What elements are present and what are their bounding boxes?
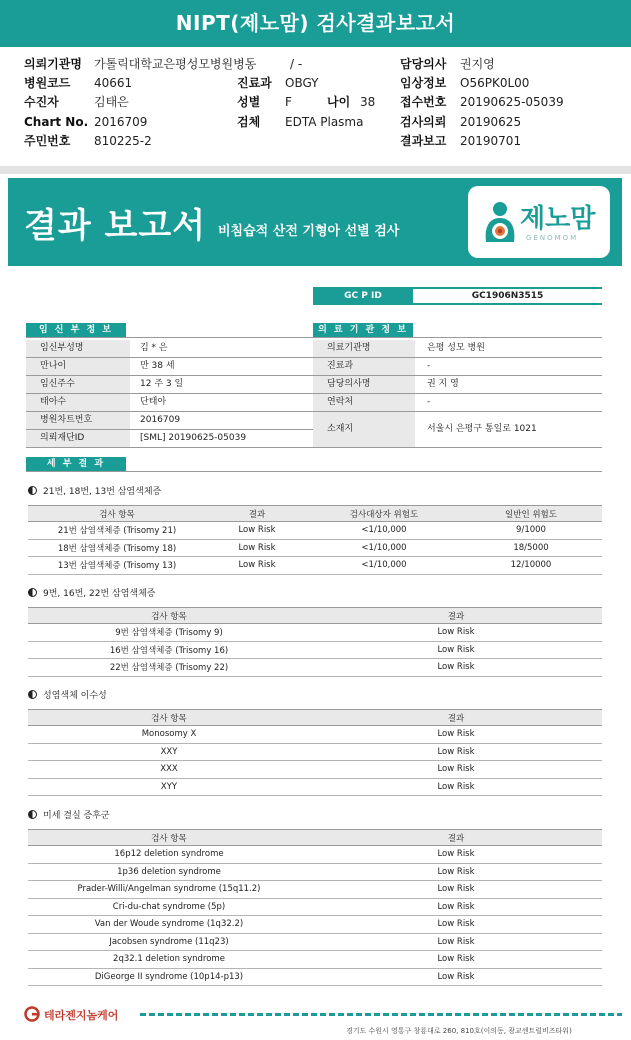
table-row	[28, 933, 602, 951]
test-item: 22번 삼염색체증 (Trisomy 22)	[28, 659, 310, 677]
test-item: Van der Woude syndrome (1q32.2)	[28, 916, 310, 934]
gcpid-value: GC1906N3515	[413, 287, 602, 305]
meta-value: 20190625-05039	[460, 95, 564, 109]
table-header-row	[28, 830, 602, 846]
mother-info-label: 병원차트번호	[26, 412, 130, 429]
hospital-info-value: -	[427, 361, 431, 371]
result-banner	[8, 178, 622, 266]
hospital-info-row	[313, 358, 602, 376]
column-header: 검사대상자 위험도	[308, 506, 460, 522]
table-row	[28, 659, 602, 677]
company-name: 테라젠지놈케어	[44, 1009, 119, 1022]
mother-info-row	[26, 412, 316, 430]
meta-value: EDTA Plasma	[285, 115, 364, 129]
test-item: 13번 삼염색체증 (Trisomy 13)	[28, 557, 206, 575]
table-row	[28, 726, 602, 744]
meta-label: 수진자	[24, 95, 59, 109]
mother-info-row	[26, 394, 316, 412]
result-value: Low Risk	[310, 863, 602, 881]
hospital-info-row	[313, 340, 602, 358]
mother-info-value: 단태아	[140, 397, 167, 407]
group-title	[28, 808, 110, 821]
meta-label: 의뢰기관명	[24, 57, 82, 71]
hospital-info-label: 연락처	[313, 394, 415, 411]
table-row	[28, 539, 602, 557]
subject-risk: <1/10,000	[308, 557, 460, 575]
result-value: Low Risk	[310, 778, 602, 796]
mother-info-value: 12 주 3 일	[140, 379, 184, 389]
group-title-text: 미세 결실 증후군	[43, 811, 110, 821]
population-risk: 9/1000	[460, 522, 602, 540]
result-value: Low Risk	[310, 641, 602, 659]
mother-info-table	[26, 340, 316, 450]
column-header: 검사 항목	[28, 506, 206, 522]
test-item: Cri-du-chat syndrome (5p)	[28, 898, 310, 916]
meta-label: 검사의뢰	[400, 115, 447, 129]
mother-info-row	[26, 376, 316, 394]
mother-info-value: [SML] 20190625-05039	[140, 433, 247, 443]
hospital-info-table	[313, 340, 602, 450]
table-row	[28, 557, 602, 575]
section-mother-info: 임 신 부 정 보	[26, 323, 126, 337]
meta-label: 성별	[237, 95, 261, 109]
column-header: 일반인 위험도	[460, 506, 602, 522]
result-value: Low Risk	[310, 881, 602, 899]
meta-label: 나이	[327, 95, 351, 109]
section-hospital-info: 의 료 기 관 정 보	[313, 323, 413, 337]
divider	[0, 166, 631, 174]
gcpid-label: GC P ID	[313, 287, 413, 305]
meta-label: 병원코드	[24, 76, 71, 90]
group-title	[28, 688, 107, 701]
section-line	[313, 337, 602, 338]
mother-info-label: 임신주수	[26, 376, 130, 393]
results-table-trisomy-major	[28, 505, 602, 575]
column-header: 검사 항목	[28, 830, 310, 846]
column-header: 검사 항목	[28, 710, 310, 726]
theragen-logo-icon	[24, 1006, 40, 1022]
test-item: 16p12 deletion syndrome	[28, 846, 310, 864]
meta-value: 20190625	[460, 115, 522, 129]
genomom-logo	[468, 186, 610, 258]
hospital-info-row	[313, 376, 602, 394]
table-row	[28, 898, 602, 916]
test-item: XYY	[28, 778, 310, 796]
meta-value: 810225-2	[94, 134, 152, 148]
meta-row	[0, 132, 631, 150]
test-item: Monosomy X	[28, 726, 310, 744]
meta-value: 2016709	[94, 115, 148, 129]
banner-subtitle: 비침습적 산전 기형아 선별 검사	[218, 224, 400, 239]
meta-value: 38	[360, 95, 376, 109]
table-row	[28, 641, 602, 659]
meta-label: 검체	[237, 115, 261, 129]
test-item: XXY	[28, 743, 310, 761]
logo-sub: GENOMOM	[526, 234, 579, 242]
table-row	[28, 846, 602, 864]
half-circle-icon	[28, 588, 37, 597]
table-row	[28, 881, 602, 899]
column-header: 결과	[310, 710, 602, 726]
genomom-mother-icon	[480, 200, 520, 244]
column-header: 결과	[206, 506, 308, 522]
meta-value: 가톨릭대학교은평성모병원병동	[94, 57, 257, 71]
mother-info-row	[26, 358, 316, 376]
table-row	[28, 778, 602, 796]
column-header: 결과	[310, 830, 602, 846]
test-item: DiGeorge II syndrome (10p14-p13)	[28, 968, 310, 986]
table-header-row	[28, 608, 602, 624]
half-circle-icon	[28, 810, 37, 819]
section-line	[26, 471, 602, 472]
hospital-info-value: 권 지 영	[427, 379, 459, 389]
section-detail-results: 세 부 결 과	[26, 457, 126, 471]
section-line	[26, 337, 316, 338]
mother-info-row	[26, 340, 316, 358]
request-meta	[0, 47, 631, 165]
test-item: Jacobsen syndrome (11q23)	[28, 933, 310, 951]
result-value: Low Risk	[310, 846, 602, 864]
hospital-info-label: 진료과	[313, 358, 415, 375]
result-value: Low Risk	[310, 659, 602, 677]
table-header-row	[28, 710, 602, 726]
meta-value: OBGY	[285, 76, 319, 90]
mother-info-value: 만 38 세	[140, 361, 175, 371]
mother-info-value: 2016709	[140, 415, 181, 425]
table-row	[28, 916, 602, 934]
meta-row	[0, 113, 631, 131]
table-header-row	[28, 506, 602, 522]
mother-info-row	[26, 430, 316, 448]
meta-value: 20190701	[460, 134, 522, 148]
result-value: Low Risk	[206, 539, 308, 557]
table-row	[28, 624, 602, 642]
banner-title: 결과 보고서	[24, 206, 207, 246]
meta-row	[0, 93, 631, 111]
test-item: XXX	[28, 761, 310, 779]
meta-label: Chart No.	[24, 115, 89, 129]
logo-name: 제노맘	[520, 204, 596, 234]
hospital-info-row	[313, 412, 602, 448]
test-item: 21번 삼염색체증 (Trisomy 21)	[28, 522, 206, 540]
hospital-info-label: 의료기관명	[313, 340, 415, 357]
meta-label: 주민번호	[24, 134, 71, 148]
table-row	[28, 968, 602, 986]
meta-label: 진료과	[237, 76, 272, 90]
table-row	[28, 863, 602, 881]
meta-value: 김태은	[94, 95, 129, 109]
test-item: 1p36 deletion syndrome	[28, 863, 310, 881]
mother-info-label: 의뢰재단ID	[26, 430, 130, 447]
table-row	[28, 761, 602, 779]
result-value: Low Risk	[310, 968, 602, 986]
mother-info-label: 만나이	[26, 358, 130, 375]
meta-ward: / -	[290, 57, 303, 71]
meta-value: F	[285, 95, 292, 109]
hospital-info-row	[313, 394, 602, 412]
hospital-info-label: 담당의사명	[313, 376, 415, 393]
results-table-microdeletion	[28, 829, 602, 986]
meta-value: 40661	[94, 76, 133, 90]
meta-label: 결과보고	[400, 134, 447, 148]
test-item: 16번 삼염색체증 (Trisomy 16)	[28, 641, 310, 659]
hospital-info-value: -	[427, 397, 431, 407]
group-title-text: 21번, 18번, 13번 삼염색체증	[43, 487, 162, 497]
test-item: Prader-Willi/Angelman syndrome (15q11.2)	[28, 881, 310, 899]
meta-value: O56PK0L00	[460, 76, 530, 90]
column-header: 결과	[310, 608, 602, 624]
half-circle-icon	[28, 690, 37, 699]
meta-value: 권지영	[460, 57, 495, 71]
mother-info-label: 태아수	[26, 394, 130, 411]
result-value: Low Risk	[310, 761, 602, 779]
group-title-text: 9번, 16번, 22번 삼염색체증	[43, 589, 156, 599]
result-value: Low Risk	[310, 933, 602, 951]
report-title: NIPT(제노맘) 검사결과보고서	[0, 0, 631, 47]
table-row	[28, 951, 602, 969]
meta-label: 접수번호	[400, 95, 447, 109]
meta-row	[0, 55, 631, 73]
footer-dashed-line	[140, 1013, 622, 1016]
test-item: 9번 삼염색체증 (Trisomy 9)	[28, 624, 310, 642]
population-risk: 12/10000	[460, 557, 602, 575]
group-title	[28, 586, 156, 599]
hospital-info-value: 서울시 은평구 통일로 1021	[427, 424, 537, 434]
hospital-info-value: 은평 성모 병원	[427, 343, 485, 353]
mother-info-value: 김 * 은	[140, 343, 168, 353]
subject-risk: <1/10,000	[308, 522, 460, 540]
company-address: 경기도 수원시 영통구 창룡대로 260, 810호(이의동, 광교센트럴비즈타워)	[346, 1027, 572, 1035]
population-risk: 18/5000	[460, 539, 602, 557]
group-title-text: 성염색체 이수성	[43, 691, 107, 701]
meta-row	[0, 74, 631, 92]
table-row	[28, 522, 602, 540]
results-table-sex-chromosome	[28, 709, 602, 796]
subject-risk: <1/10,000	[308, 539, 460, 557]
result-value: Low Risk	[206, 522, 308, 540]
test-item: 2q32.1 deletion syndrome	[28, 951, 310, 969]
table-row	[28, 743, 602, 761]
meta-label: 임상정보	[400, 76, 447, 90]
result-value: Low Risk	[310, 916, 602, 934]
result-value: Low Risk	[310, 726, 602, 744]
mother-info-label: 임신부성명	[26, 340, 130, 357]
results-table-trisomy-minor	[28, 607, 602, 677]
column-header: 검사 항목	[28, 608, 310, 624]
result-value: Low Risk	[310, 743, 602, 761]
result-value: Low Risk	[206, 557, 308, 575]
test-item: 18번 삼염색체증 (Trisomy 18)	[28, 539, 206, 557]
meta-label: 담당의사	[400, 57, 447, 71]
hospital-info-label: 소재지	[313, 412, 415, 447]
half-circle-icon	[28, 486, 37, 495]
group-title	[28, 484, 161, 497]
result-value: Low Risk	[310, 898, 602, 916]
result-value: Low Risk	[310, 951, 602, 969]
result-value: Low Risk	[310, 624, 602, 642]
